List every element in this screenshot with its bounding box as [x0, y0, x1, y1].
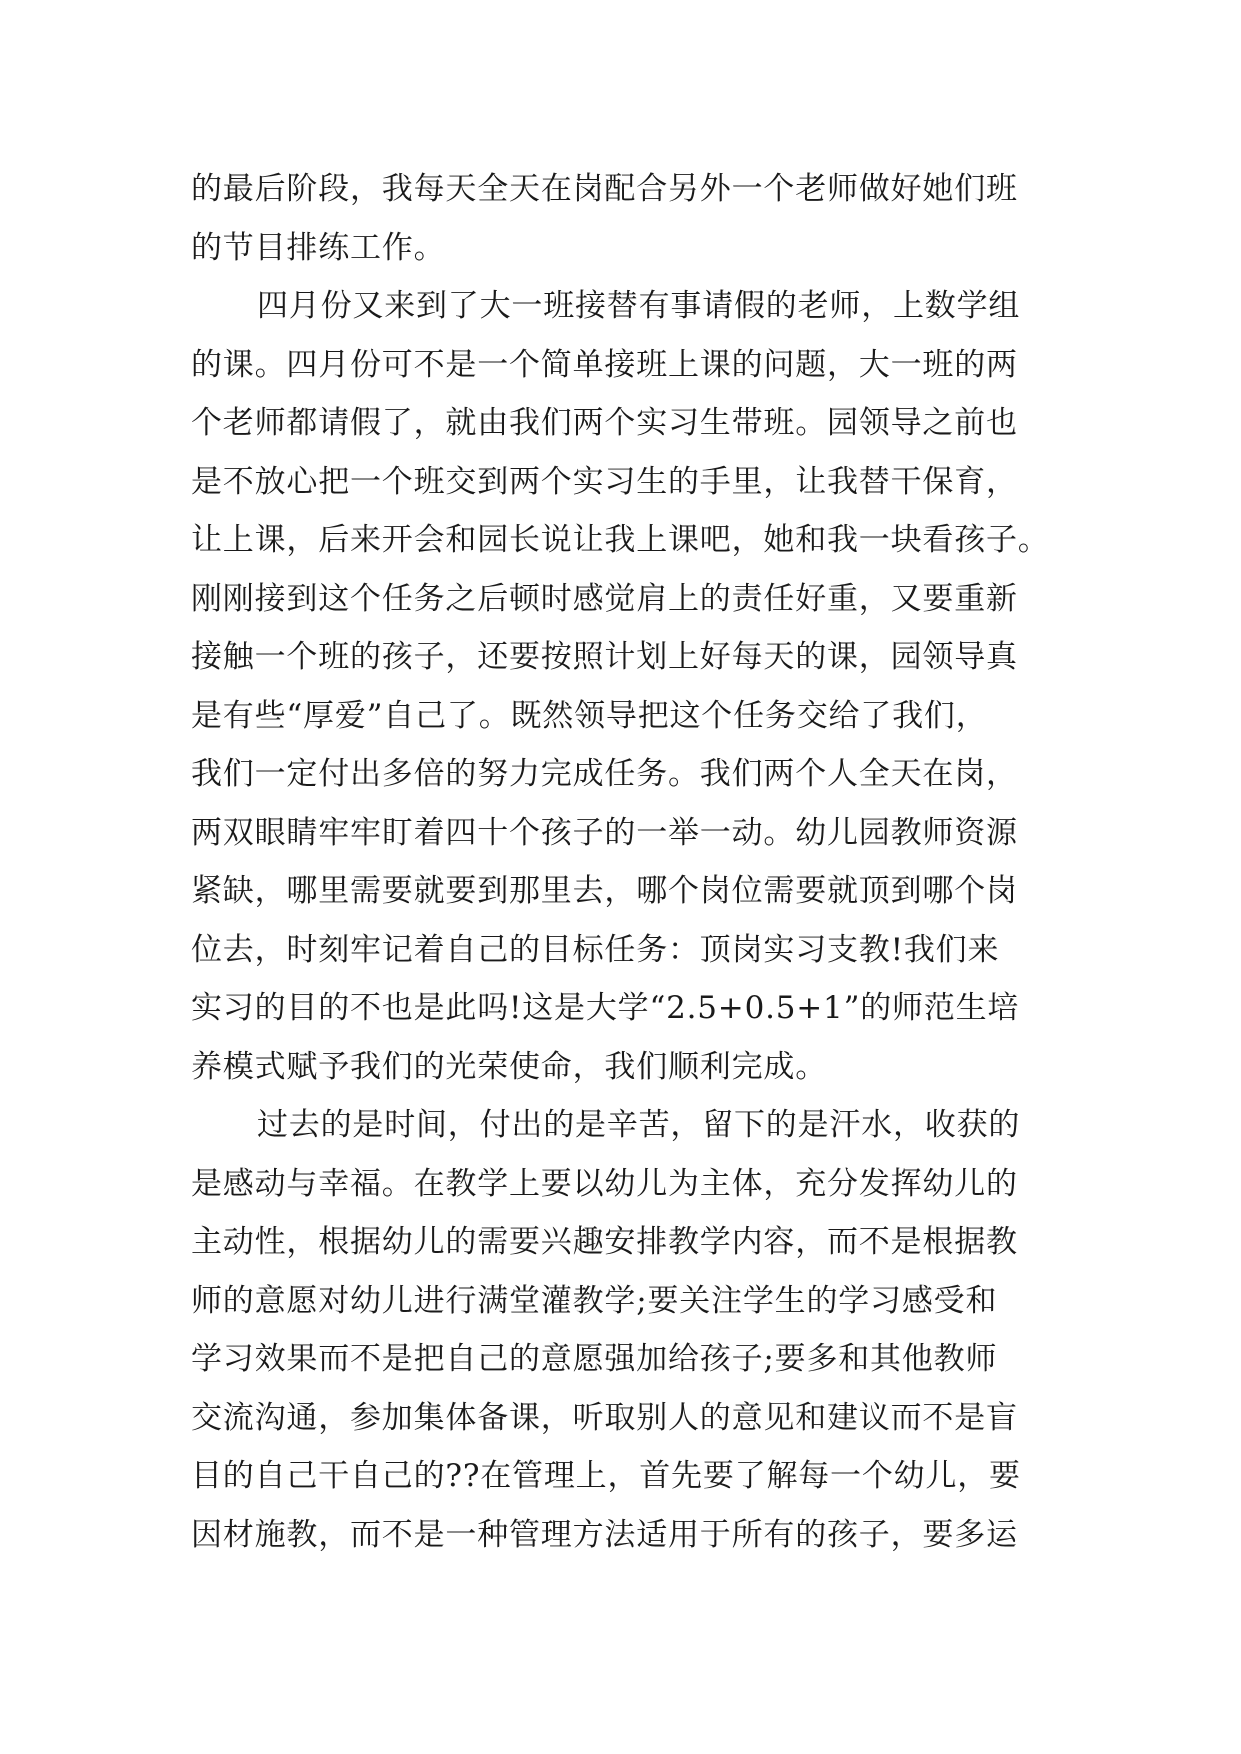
text-line: 养模式赋予我们的光荣使命，我们顺利完成。 [191, 1048, 827, 1085]
text-line: 是不放心把一个班交到两个实习生的手里，让我替干保育， [191, 463, 1018, 500]
text-line: 的节目排练工作。 [191, 229, 446, 266]
text-line: 紧缺，哪里需要就要到那里去，哪个岗位需要就顶到哪个岗 [191, 873, 1018, 909]
text-line: 接触一个班的孩子，还要按照计划上好每天的课，园领导真 [191, 639, 1018, 675]
paragraph-start-line: 四月份又来到了大一班接替有事请假的老师，上数学组 [257, 288, 1021, 324]
text-line: 目的自己干自己的??在管理上，首先要了解每一个幼儿，要 [191, 1458, 1021, 1494]
text-line: 个老师都请假了，就由我们两个实习生带班。园领导之前也 [191, 405, 1018, 441]
text-line: 是感动与幸福。在教学上要以幼儿为主体，充分发挥幼儿的 [191, 1165, 1018, 1202]
text-line: 我们一定付出多倍的努力完成任务。我们两个人全天在岗， [191, 756, 1018, 792]
text-line: 让上课，后来开会和园长说让我上课吧，她和我一块看孩子。 [191, 522, 1050, 558]
text-line: 位去，时刻牢记着自己的目标任务：顶岗实习支教!我们来 [191, 931, 1000, 968]
paragraph-start-line: 过去的是时间，付出的是辛苦，留下的是汗水，收获的 [257, 1107, 1021, 1143]
text-line: 实习的目的不也是此吗!这是大学“2.5+0.5+1”的师范生培 [191, 990, 1020, 1026]
text-line: 的课。四月份可不是一个简单接班上课的问题，大一班的两 [191, 346, 1018, 383]
document-body [191, 160, 1061, 1564]
text-line: 交流沟通，参加集体备课，听取别人的意见和建议而不是盲 [191, 1399, 1018, 1436]
text-line: 两双眼睛牢牢盯着四十个孩子的一举一动。幼儿园教师资源 [191, 814, 1018, 851]
text-line: 的最后阶段，我每天全天在岗配合另外一个老师做好她们班 [191, 171, 1018, 207]
text-line: 主动性，根据幼儿的需要兴趣安排教学内容，而不是根据教 [191, 1224, 1018, 1260]
text-line: 是有些“厚爱”自己了。既然领导把这个任务交给了我们， [191, 697, 988, 734]
text-line: 学习效果而不是把自己的意愿强加给孩子;要多和其他教师 [191, 1341, 998, 1377]
text-line: 因材施教，而不是一种管理方法适用于所有的孩子，要多运 [191, 1516, 1018, 1553]
text-line: 刚刚接到这个任务之后顿时感觉肩上的责任好重，又要重新 [191, 580, 1018, 617]
text-line: 师的意愿对幼儿进行满堂灌教学;要关注学生的学习感受和 [191, 1282, 998, 1319]
